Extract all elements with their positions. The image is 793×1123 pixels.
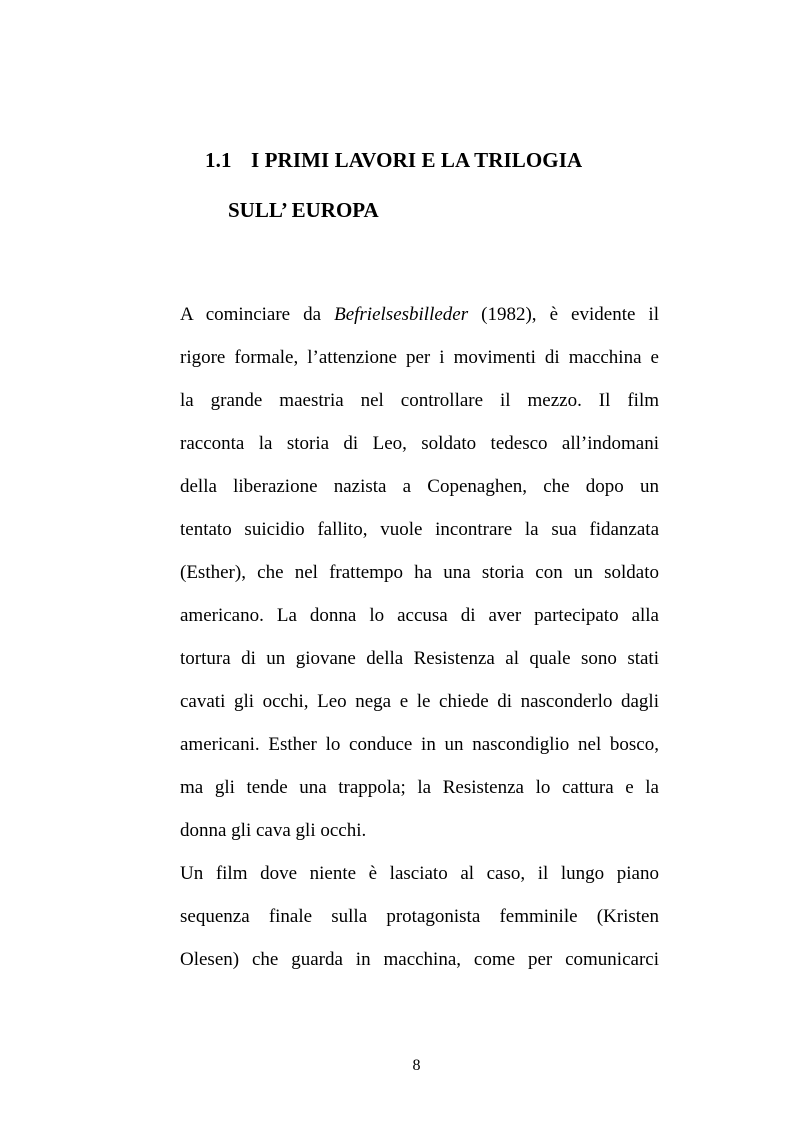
section-number: 1.1 xyxy=(205,148,232,172)
paragraph1-line: racconta la storia di Leo, soldato tedesco all’indomani xyxy=(180,433,659,454)
page-number: 8 xyxy=(412,1057,421,1074)
paragraph1-line xyxy=(180,293,659,336)
paragraph1-line: cavati gli occhi, Leo nega e le chiede di nasconderlo dagli xyxy=(180,691,659,712)
line-text: (1982), è evidente il xyxy=(468,304,659,325)
paragraph1-line: ma gli tende una trappola; la Resistenza lo cattura e la xyxy=(180,777,659,798)
paragraph1-line: tentato suicidio fallito, vuole incontrare la sua fidanzata xyxy=(180,519,659,540)
paragraph1-line: americani. Esther lo conduce in un nascondiglio nel bosco, xyxy=(180,734,659,755)
paragraph1-line: rigore formale, l’attenzione per i movimenti di macchina e xyxy=(180,347,659,368)
section-heading xyxy=(205,148,582,173)
paragraph1-line: della liberazione nazista a Copenaghen, che dopo un xyxy=(180,476,659,497)
paragraph1-line: (Esther), che nel frattempo ha una storia con un soldato xyxy=(180,562,659,583)
paragraph1-line: la grande maestria nel controllare il mezzo. Il film xyxy=(180,390,659,411)
body-text xyxy=(180,293,659,981)
paragraph2-line: Olesen) che guarda in macchina, come per comunicarci xyxy=(180,949,659,970)
section-title-line1: I PRIMI LAVORI E LA TRILOGIA xyxy=(251,148,583,172)
line-text: A cominciare da xyxy=(180,304,335,325)
section-title-line2: SULL’ EUROPA xyxy=(228,198,379,222)
paragraph1-line: tortura di un giovane della Resistenza al quale sono stati xyxy=(180,648,659,669)
paragraph1-line: donna gli cava gli occhi. xyxy=(180,820,367,841)
paragraph2-line: Un film dove niente è lasciato al caso, il lungo piano xyxy=(180,863,659,884)
film-title: Befrielsesbilleder xyxy=(334,304,469,325)
paragraph2-line: sequenza finale sulla protagonista femminile (Kristen xyxy=(180,906,659,927)
paragraph1-line: americano. La donna lo accusa di aver partecipato alla xyxy=(180,605,659,626)
